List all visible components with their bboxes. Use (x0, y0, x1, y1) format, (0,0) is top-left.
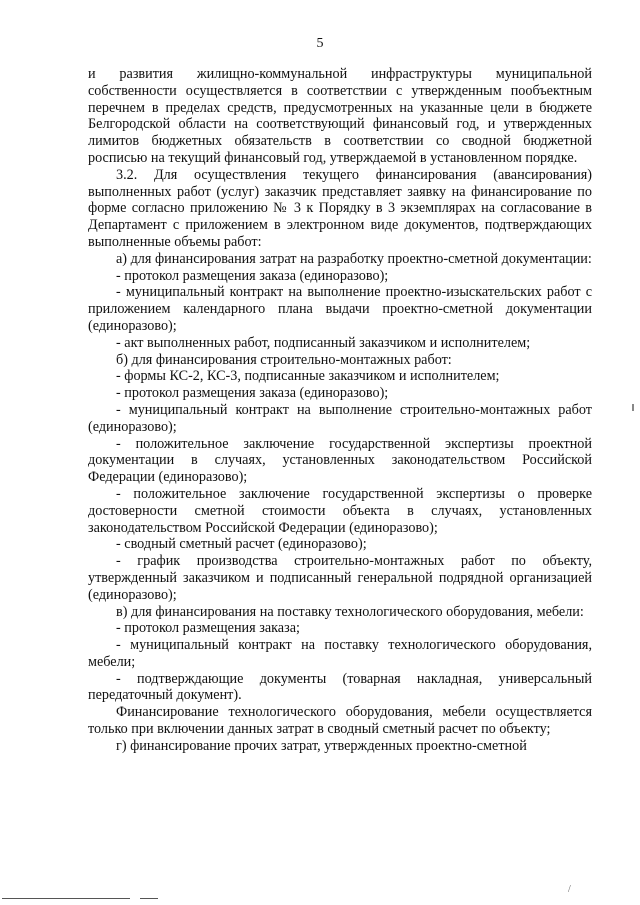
list-item: - муниципальный контракт на выполнение проектно-изыскательских работ с приложением календарного плана выдачи проектно-сметной документации (единоразово); (88, 284, 592, 334)
margin-scan-mark: / (568, 884, 571, 895)
list-item: - положительное заключение государственной экспертизы о проверке достоверности сметной стоимости объекта в случаях, установленных законодательством Российской Федерации (единоразово); (88, 485, 592, 536)
paragraph: 3.2. Для осуществления текущего финансирования (авансирования) выполненных работ (услуг) заказчик представляет заявку на финансирование по форме согласно приложению № 3 к Порядку в 3 экземплярах на согласование в Департамент с приложением в электронном виде документов, подтверждающих выполненные объемы работ: (88, 166, 592, 250)
list-item: - протокол размещения заказа; (116, 620, 300, 637)
list-item: - формы КС-2, КС-3, подписанные заказчиком и исполнителем; (116, 368, 500, 385)
list-heading: б) для финансирования строительно-монтажных работ: (116, 351, 452, 368)
footer-rule-short (140, 898, 158, 899)
list-item: - муниципальный контракт на поставку технологического оборудования, мебели; (88, 637, 592, 670)
footer-rule (2, 898, 130, 899)
list-item: - акт выполненных работ, подписанный заказчиком и исполнителем; (116, 334, 531, 351)
list-item: - подтверждающие документы (товарная накладная, универсальный передаточный документ). (88, 670, 592, 704)
list-item: - график производства строительно-монтажных работ по объекту, утвержденный заказчиком и подписанный генеральной подрядной организацией (единоразово); (88, 553, 592, 603)
document-body (88, 66, 592, 755)
scan-edge-mark (632, 404, 634, 411)
list-item: - протокол размещения заказа (единоразово); (116, 385, 389, 402)
list-item: - муниципальный контракт на выполнение строительно-монтажных работ (единоразово); (88, 401, 592, 435)
list-item: - положительное заключение государственной экспертизы проектной документации в случаях, установленных законодательством Российской Федерации (единоразово); (88, 435, 592, 486)
list-heading: г) финансирование прочих затрат, утвержденных проектно-сметной (116, 737, 527, 754)
list-heading: а) для финансирования затрат на разработку проектно-сметной документации: (116, 250, 592, 267)
list-item: - протокол размещения заказа (единоразово); (116, 267, 389, 284)
page-number: 5 (316, 36, 324, 51)
paragraph: и развития жилищно-коммунальной инфраструктуры муниципальной собственности осуществляется в соответствии с утвержденным пообъектным перечнем в пределах средств, предусмотренных на указанные цели в бюджете Белгородской области на соответствующий финансовый год, и утвержденных лимитов бюджетных обязательств в соответствии со сводной бюджетной росписью на текущий финансовый год, утверждаемой в установленном порядке. (88, 66, 592, 166)
list-item: - сводный сметный расчет (единоразово); (116, 536, 367, 553)
paragraph: Финансирование технологического оборудования, мебели осуществляется только при включении данных затрат в сводный сметный расчет по объекту; (88, 704, 592, 738)
list-heading: в) для финансирования на поставку технологического оборудования, мебели: (116, 603, 584, 620)
